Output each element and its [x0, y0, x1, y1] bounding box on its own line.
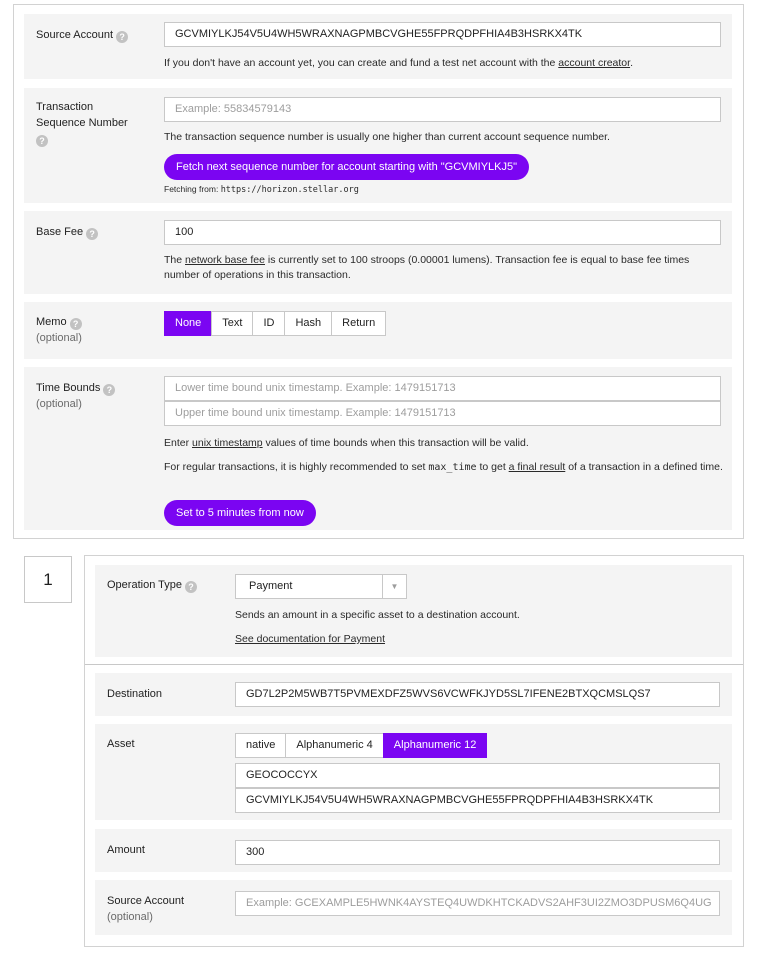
- asset-label: Asset: [107, 738, 135, 750]
- asset-code-input[interactable]: GEOCOCCYX: [235, 763, 720, 788]
- lower-time-bound-input[interactable]: Lower time bound unix timestamp. Example: 1479151713: [164, 376, 721, 401]
- memo-text-button[interactable]: Text: [211, 311, 253, 336]
- memo-none-button[interactable]: None: [164, 311, 212, 336]
- memo-row: [24, 302, 732, 359]
- sequence-number-input[interactable]: Example: 55834579143: [164, 97, 721, 122]
- time-bounds-label: Time Bounds ? (optional): [36, 380, 115, 412]
- asset-alphanumeric12-button[interactable]: Alphanumeric 12: [383, 733, 488, 758]
- memo-label: Memo ? (optional): [36, 316, 82, 344]
- help-icon[interactable]: ?: [36, 135, 48, 147]
- operation-panel: [84, 555, 744, 947]
- asset-native-button[interactable]: native: [235, 733, 286, 758]
- base-fee-input[interactable]: 100: [164, 220, 721, 245]
- network-base-fee-link[interactable]: network base fee: [185, 254, 265, 266]
- operation-source-account-row: [95, 880, 732, 935]
- base-fee-row: [24, 211, 732, 294]
- operation-type-description: Sends an amount in a specific asset to a destination account.: [235, 609, 520, 621]
- amount-label: Amount: [107, 844, 145, 856]
- destination-label: Destination: [107, 688, 163, 700]
- chevron-down-icon: ▼: [382, 575, 406, 598]
- operation-type-select[interactable]: Payment ▼: [235, 574, 407, 599]
- upper-time-bound-input[interactable]: Upper time bound unix timestamp. Example: 1479151713: [164, 401, 721, 426]
- time-bounds-recommendation: For regular transactions, it is highly recommended to set max_time to get a final result of a transaction in a defined time.: [164, 461, 723, 473]
- asset-row: [95, 724, 732, 820]
- asset-issuer-input[interactable]: GCVMIYLKJ54V5U4WH5WRAXNAGPMBCVGHE55FPRQDPFHIA4B3HSRKX4TK: [235, 788, 720, 813]
- sequence-number-row: [24, 88, 732, 203]
- unix-timestamp-link[interactable]: unix timestamp: [192, 437, 263, 449]
- transaction-panel: [13, 4, 744, 539]
- destination-row: [95, 673, 732, 716]
- operation-doc-link-wrap: [235, 632, 385, 647]
- source-account-note: If you don't have an account yet, you can create and fund a test net account with the account creator.: [164, 57, 633, 69]
- final-result-link[interactable]: a final result: [508, 461, 566, 473]
- source-account-row: [24, 14, 732, 79]
- operation-source-account-label: Source Account (optional): [107, 895, 185, 923]
- fetching-from-text: Fetching from: https://horizon.stellar.org: [164, 184, 359, 195]
- operation-source-account-input[interactable]: Example: GCEXAMPLE5HWNK4AYSTEQ4UWDKHTCKADVS2AHF3UI2ZMO3DPUSM6Q4UG: [235, 891, 720, 916]
- help-icon[interactable]: ?: [86, 228, 98, 240]
- source-account-input[interactable]: GCVMIYLKJ54V5U4WH5WRAXNAGPMBCVGHE55FPRQDPFHIA4B3HSRKX4TK: [164, 22, 721, 47]
- amount-input[interactable]: 300: [235, 840, 720, 865]
- help-icon[interactable]: ?: [116, 31, 128, 43]
- operation-divider: [85, 664, 743, 665]
- time-bounds-row: [24, 367, 732, 530]
- memo-type-group: [164, 311, 386, 336]
- base-fee-label: Base Fee ?: [36, 224, 98, 240]
- payment-documentation-link[interactable]: See documentation for Payment: [235, 633, 386, 645]
- destination-input[interactable]: GD7L2P2M5WB7T5PVMEXDFZ5WVS6VCWFKJYD5SL7IFENE2BTXQCMSLQS7: [235, 682, 720, 707]
- asset-alphanumeric4-button[interactable]: Alphanumeric 4: [285, 733, 383, 758]
- base-fee-note: The network base fee is currently set to 100 stroops (0.00001 lumens). Transaction fee is equal to base fee times number of operations in this transaction.: [164, 254, 690, 281]
- operation-number: 1: [24, 556, 72, 603]
- amount-row: [95, 829, 732, 872]
- fetch-sequence-button[interactable]: Fetch next sequence number for account starting with "GCVMIYLKJ5": [164, 154, 529, 180]
- account-creator-link[interactable]: account creator: [558, 57, 631, 69]
- memo-return-button[interactable]: Return: [331, 311, 386, 336]
- time-bounds-note: Enter unix timestamp values of time bounds when this transaction will be valid.: [164, 437, 529, 449]
- operation-type-label: Operation Type ?: [107, 577, 197, 593]
- memo-id-button[interactable]: ID: [252, 311, 285, 336]
- sequence-number-note: The transaction sequence number is usually one higher than current account sequence number.: [164, 131, 610, 143]
- help-icon[interactable]: ?: [185, 581, 197, 593]
- help-icon[interactable]: ?: [103, 384, 115, 396]
- memo-hash-button[interactable]: Hash: [284, 311, 332, 336]
- sequence-number-label: Transaction Sequence Number ?: [36, 101, 128, 146]
- source-account-label: Source Account ?: [36, 27, 128, 43]
- help-icon[interactable]: ?: [70, 318, 82, 330]
- operation-type-row: [95, 565, 732, 657]
- asset-type-group: [235, 733, 487, 758]
- set-5-minutes-button[interactable]: Set to 5 minutes from now: [164, 500, 316, 526]
